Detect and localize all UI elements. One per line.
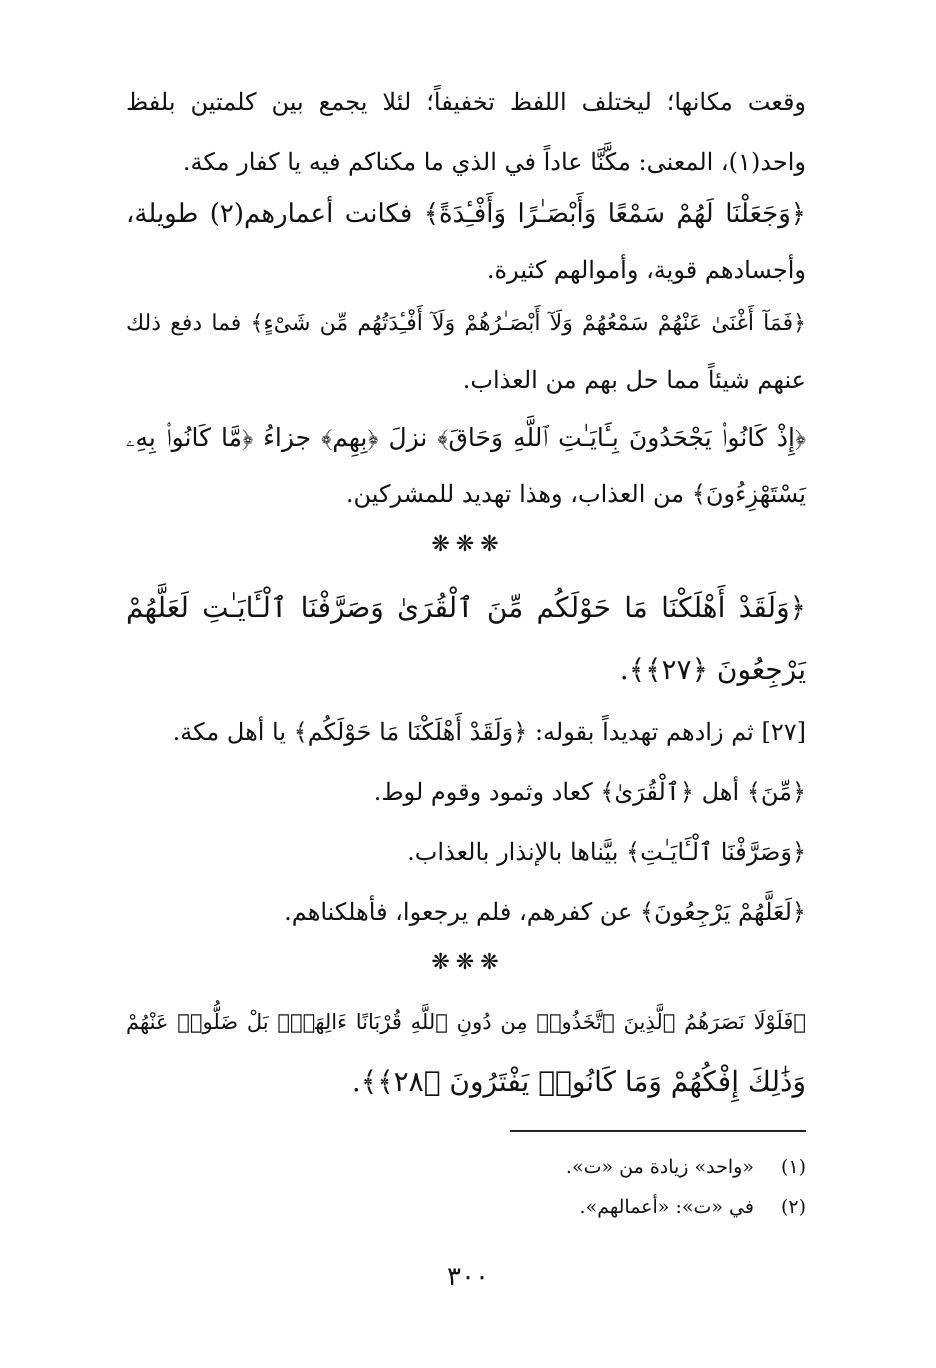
text-line: ﴿مِّنَ﴾ أهل ﴿ٱلْقُرَىٰ﴾ كعاد وثمود وقوم لوط. (373, 778, 806, 806)
text-line: ﴿إِذْ كَانُوا۟ يَجْحَدُونَ بِـَٔايَـٰتِ ٱللَّهِ وَحَاقَ﴾ نزلَ ﴿بِهِم﴾ جزاءُ ﴿مَّا كَانُوا۟ بِهِۦ (126, 423, 806, 452)
verse-line: ﴿فَلَوْلَا نَصَرَهُمُ ٱلَّذِينَ ٱتَّخَذُوا۟ مِن دُونِ ٱللَّهِ قُرْبَانًا ءَالِهَةًۢ بَلْ ضَلُّوا۟ عَنْهُمْ (126, 1010, 806, 1034)
text-line: [٢٧] ثم زادهم تهديداً بقوله: ﴿وَلَقَدْ أَهْلَكْنَا مَا حَوْلَكُم﴾ يا أهل مكة. (172, 718, 806, 746)
text-line: وقعت مكانها؛ ليختلف اللفظ تخفيفاً؛ لئلا يجمع بين كلمتين بلفظ (126, 88, 806, 116)
footnote (126, 1192, 806, 1222)
section-separator: ❋❋❋ (431, 950, 505, 975)
section-separator: ❋❋❋ (431, 532, 505, 557)
text-line: ﴿لَعَلَّهُمْ يَرْجِعُونَ﴾ عن كفرهم، فلم يرجعوا، فأهلكناهم. (284, 898, 806, 926)
footnote-text: في «ت»: «أعمالهم». (579, 1196, 754, 1218)
text-line: ﴿فَمَآ أَغْنَىٰ عَنْهُمْ سَمْعُهُمْ وَلَآ أَبْصَـٰرُهُمْ وَلَآ أَفْـِٔدَتُهُم مِّن شَىْءٍ﴾ فما دفع ذلك (126, 311, 806, 336)
text-line: واحد(١)، المعنى: مكَّنَّا عاداً في الذي ما مكناكم فيه يا كفار مكة. (182, 148, 806, 176)
verse-line: ﴿وَلَقَدْ أَهْلَكْنَا مَا حَوْلَكُم مِّنَ ٱلْقُرَىٰ وَصَرَّفْنَا ٱلْـَٔايَـٰتِ لَعَلَّهُمْ (126, 591, 806, 624)
text-line: عنهم شيئاً مما حل بهم من العذاب. (462, 366, 806, 394)
verse-line: وَذَٰلِكَ إِفْكُهُمْ وَمَا كَانُوا۟ يَفْتَرُونَ ﴿٢٨﴾﴾. (351, 1065, 806, 1098)
text-line: ﴿وَجَعَلْنَا لَهُمْ سَمْعًا وَأَبْصَـٰرًا وَأَفْـِٔدَةً﴾ فكانت أعمارهم(٢) طويلة، (126, 199, 806, 229)
page-number: ٣٠٠ (447, 1262, 489, 1292)
footnote-divider (510, 1130, 806, 1132)
footnote-number: (١) (780, 1156, 806, 1178)
verse-line: يَرْجِعُونَ ﴿٢٧﴾﴾. (619, 653, 806, 686)
text-line: وأجسادهم قوية، وأموالهم كثيرة. (486, 256, 806, 284)
footnote (126, 1152, 806, 1182)
footnote-number: (٢) (780, 1196, 806, 1218)
footnote-text: «واحد» زيادة من «ت». (565, 1156, 754, 1178)
text-line: يَسْتَهْزِءُونَ﴾ من العذاب، وهذا تهديد للمشركين. (345, 480, 806, 508)
text-line: ﴿وَصَرَّفْنَا ٱلْـَٔايَـٰتِ﴾ بيَّناها بالإنذار بالعذاب. (407, 838, 806, 866)
